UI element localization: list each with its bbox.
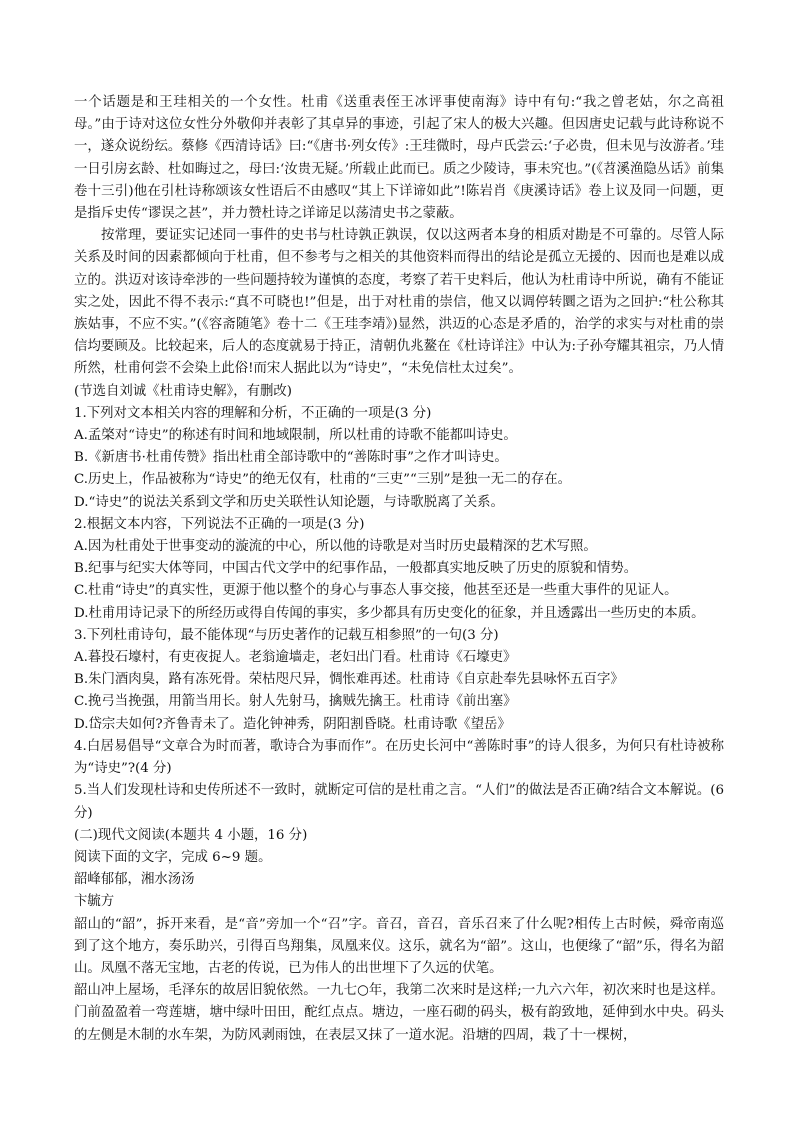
paragraph: 卞毓方 [74,894,115,910]
document-page [74,92,724,1047]
paragraph: A.暮投石壕村，有吏夜捉人。老翁逾墙走，老妇出门看。杜甫诗《石壕吏》 [74,650,517,666]
paragraph: 4.白居易倡导“文章合为时而著，歌诗合为事而作”。在历史长河中“善陈时事”的诗人很多，为何只有杜诗被称为“诗史”?(4 分) [74,738,724,777]
paragraph: 阅读下面的文字，完成 6~9 题。 [74,849,272,865]
paragraph: B.朱门酒肉臭，路有冻死骨。荣枯咫尺异，惆怅难再述。杜甫诗《自京赴奉先县咏怀五百字》 [74,672,624,688]
paragraph: C.杜甫“诗史”的真实性，更源于他以整个的身心与事态人事交接，他甚至还是一些重大事件的见证人。 [74,583,678,599]
paragraph: 2.根据文本内容，下列说法不正确的一项是(3 分) [74,516,365,532]
paragraph: (二)现代文阅读(本题共 4 小题，16 分) [74,827,308,843]
paragraph: A.因为杜甫处于世事变动的漩流的中心，所以他的诗歌是对当时历史最精深的艺术写照。 [74,539,597,555]
paragraph: 3.下列杜甫诗句，最不能体现“与历史著作的记载互相参照”的一句(3 分) [74,627,499,643]
paragraph: A.孟棨对“诗史”的称述有时间和地域限制，所以杜甫的诗歌不能都叫诗史。 [74,428,517,444]
paragraph: C.挽弓当挽强，用箭当用长。射人先射马，擒贼先擒王。杜甫诗《前出塞》 [74,694,517,710]
paragraph: 1.下列对文本相关内容的理解和分析，不正确的一项是(3 分) [74,405,432,421]
paragraph: 韶山的“韶”，拆开来看，是“音”旁加一个“召”字。音召，音召，音乐召来了什么呢?相传上古时候，舜帝南巡到了这个地方，奏乐助兴，引得百鸟翔集，凤凰来仪。这乐，就名为“韶”。这山，也便缘了“韶”乐，得名为韶山。凤凰不落无宝地，古老的传说，已为伟人的出世埋下了久远的伏笔。 [74,916,724,976]
paragraph: B.纪事与纪实大体等同，中国古代文学中的纪事作品，一般都真实地反映了历史的原貌和情势。 [74,561,638,577]
paragraph: D.岱宗夫如何?齐鲁青未了。造化钟神秀，阴阳割昏晓。杜甫诗歌《望岳》 [74,716,511,732]
paragraph: D.“诗史”的说法关系到文学和历史关联性认知论题，与诗歌脱离了关系。 [74,494,504,510]
paragraph: 韶峰郁郁，湘水汤汤 [74,872,195,888]
paragraph: 5.当人们发现杜诗和史传所述不一致时，就断定可信的是杜甫之言。“人们”的做法是否正确?结合文本解说。(6 分) [74,783,724,821]
paragraph: 一个话题是和王珪相关的一个女性。杜甫《送重表侄王冰评事使南海》诗中有句:“我之曾老姑，尔之高祖母。”由于诗对这位女性分外敬仰并表彰了其卓异的事迹，引起了宋人的极大兴趣。但因唐史记载与此诗称说不一，遂众说纷纭。蔡修《西清诗话》曰:“《唐书·列女传》:王珪微时，母卢氏尝云:‘子必贵，但未见与汝游者。’珪一日引房玄龄、杜如晦过之，母曰:‘汝贵无疑。’所载止此而已。质之少陵诗，事未究也。”(《苕溪渔隐丛话》前集卷十三引)他在引杜诗称颂该女性语后不由感叹“其上下详谛如此”!陈岩肖《庚溪诗话》卷上议及同一问题，更是指斥史传“谬误之甚”，并力赞杜诗之详谛足以荡清史书之蒙蔽。 [74,95,724,222]
paragraph: B.《新唐书·杜甫传赞》指出杜甫全部诗歌中的“善陈时事”之作才叫诗史。 [74,450,508,466]
paragraph: 按常理，要证实记述同一事件的史书与杜诗孰正孰误，仅以这两者本身的相质对勘是不可靠的。尽管人际关系及时间的因素都倾向于杜甫，但不参考与之相关的其他资料而得出的结论是孤立无援的、因而也是难以成立的。洪迈对该诗牵涉的一些问题持较为谨慎的态度，考察了若干史料后，他认为杜甫诗中所说，确有不能证实之处，因此不得不表示:“真不可晓也!”但是，出于对杜甫的崇信，他又以调停转圜之语为之回护:“杜公称其族姑事，不应不实。”(《容斋随笔》卷十二《王珪李靖》)显然，洪迈的心态是矛盾的，治学的求实与对杜甫的崇信均要顾及。比较起来，后人的态度就易于持正，清朝仇兆鳌在《杜诗详注》中认为:子孙夸耀其祖宗，乃人情所然，杜甫何尝不会染上此俗!而宋人据此以为“诗史”，“未免信杜太过矣”。 [74,228,724,377]
paragraph: C.历史上，作品被称为“诗史”的绝无仅有，杜甫的“三吏”“三别”是独一无二的存在。 [74,472,571,488]
paragraph: 韶山冲上屋场，毛泽东的故居旧貌依然。一九七○年，我第二次来时是这样;一九六六年，初次来时也是这样。门前盈盈着一弯莲塘，塘中绿叶田田，酡红点点。塘边，一座石砌的码头，极有韵致地，延伸到水中央。码头的左侧是木制的水车架，为防风剥雨蚀，在表层又抹了一道水泥。沿塘的四周，栽了十一棵树， [74,983,724,1043]
paragraph: (节选自刘诚《杜甫诗史解》，有删改) [74,383,292,399]
paragraph: D.杜甫用诗记录下的所经历或得自传闻的事实，多少都具有历史变化的征象，并且透露出一些历史的本质。 [74,605,705,621]
